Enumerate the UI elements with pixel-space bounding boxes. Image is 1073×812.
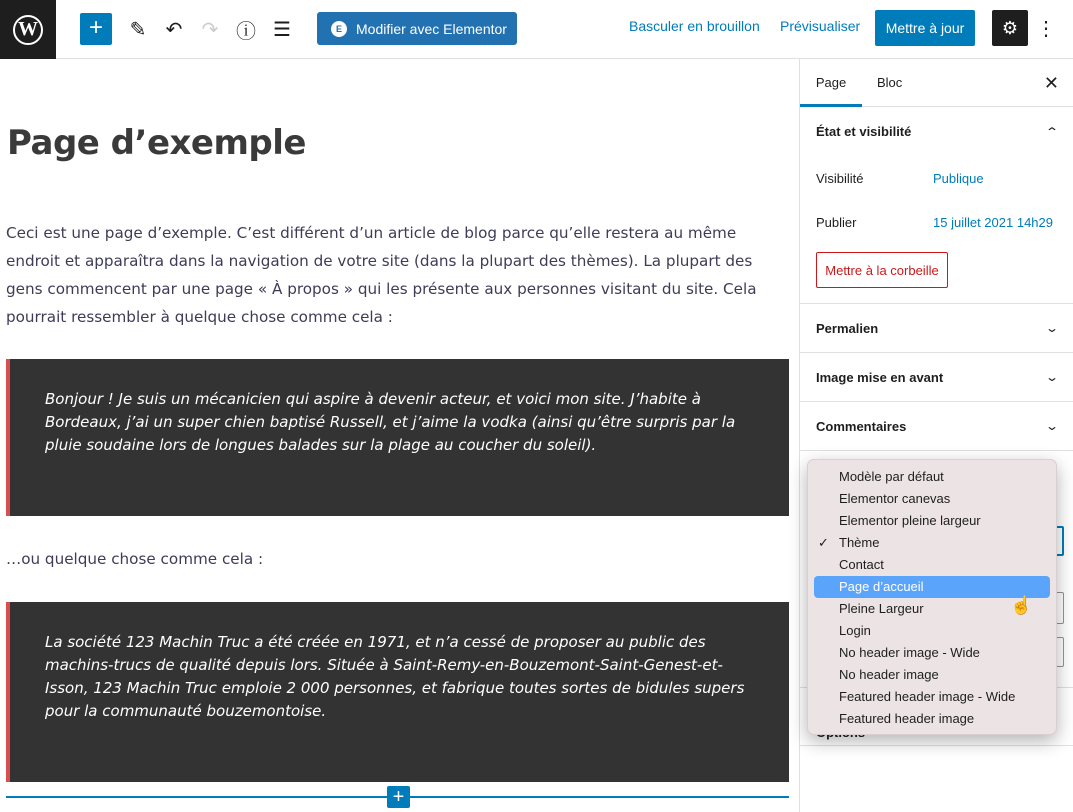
status-visibility-toggle[interactable]	[800, 107, 1073, 156]
more-options-button[interactable]	[1036, 14, 1056, 44]
template-option-no-header[interactable]: No header image	[839, 667, 939, 682]
panel-title: État et visibilité	[816, 124, 912, 139]
checkmark-icon: ✓	[818, 535, 829, 550]
panel-title: Permalien	[816, 320, 879, 336]
chevron-down-icon: ⌄	[1044, 370, 1060, 384]
edit-with-elementor-button[interactable]	[317, 12, 517, 45]
template-option-elementor-full-width[interactable]: Elementor pleine largeur	[839, 513, 981, 528]
pencil-icon: ✎	[129, 18, 147, 41]
editor-canvas	[0, 59, 799, 812]
list-view-button[interactable]	[268, 14, 296, 44]
template-option-no-header-wide[interactable]: No header image - Wide	[839, 645, 980, 660]
page-title[interactable]: Page d’exemple	[7, 123, 306, 163]
template-option-contact[interactable]: Contact	[839, 557, 884, 572]
chevron-down-icon: ⌄	[1044, 321, 1060, 335]
vertical-ellipsis-icon: ⋮	[1036, 18, 1056, 40]
featured-image-panel-toggle[interactable]	[800, 353, 1073, 402]
template-option-featured-header[interactable]: Featured header image	[839, 711, 975, 726]
hand-pointer-cursor-icon: ☝	[1010, 595, 1033, 615]
gear-icon: ⚙	[1001, 17, 1019, 38]
template-option-full-width[interactable]: Pleine Largeur	[839, 601, 924, 616]
redo-icon: ↷	[201, 18, 219, 41]
template-option-homepage-highlighted[interactable]: Page d’accueil	[814, 576, 1050, 598]
visibility-label: Visibilité	[816, 171, 864, 186]
move-to-trash-button[interactable]: Mettre à la corbeille	[816, 252, 948, 288]
undo-icon: ↶	[165, 18, 183, 41]
intro-paragraph[interactable]: Ceci est une page d’exemple. C’est différent d’un article de blog parce qu’elle restera au même endroit et apparaîtra dans la navigation de votre site (dans la plupart des thèmes). La plupart des gens commencent par une page « À propos » qui les présente aux personnes visitant du site. Cela pourrait ressembler à quelque chose comme cela :	[6, 224, 757, 326]
list-view-icon: ☰	[273, 18, 291, 41]
tab-block[interactable]: Bloc	[877, 75, 903, 90]
elementor-button-label: Modifier avec Elementor	[356, 20, 507, 37]
template-option-featured-header-wide[interactable]: Featured header image - Wide	[839, 689, 1016, 704]
wordpress-icon: W	[13, 15, 43, 45]
preview-button[interactable]: Prévisualiser	[780, 18, 861, 34]
comments-panel-toggle[interactable]	[800, 402, 1073, 451]
switch-to-draft-button[interactable]: Basculer en brouillon	[629, 18, 760, 34]
editor-toolbar	[0, 0, 1073, 59]
chevron-up-icon: ⌃	[1044, 124, 1060, 139]
middle-paragraph[interactable]: …ou quelque chose comme cela :	[6, 550, 264, 568]
wordpress-logo-button[interactable]	[0, 0, 56, 59]
chevron-down-icon: ⌄	[1044, 419, 1060, 433]
inline-inserter-button[interactable]: +	[387, 786, 410, 808]
redo-button[interactable]	[196, 14, 224, 44]
info-icon: ⓘ	[236, 20, 256, 43]
panel-title: Commentaires	[816, 418, 907, 434]
visibility-value-link[interactable]: Publique	[933, 171, 984, 186]
settings-button[interactable]	[992, 10, 1028, 46]
publish-label: Publier	[816, 215, 857, 230]
permalink-panel-toggle[interactable]	[800, 304, 1073, 353]
quote-text-1: Bonjour ! Je suis un mécanicien qui aspire à devenir acteur, et voici mon site. J’habite à Bordeaux, j’ai un super chien baptisé Russell, et j’aime la vodka (ainsi qu’être surpris par la pluie soudaine lors de longues balades sur la plage au coucher du soleil).	[45, 390, 736, 454]
tab-page[interactable]: Page	[800, 59, 862, 107]
elementor-icon: E	[331, 21, 347, 37]
sidebar-tabs	[800, 59, 1073, 107]
panel-divider	[800, 745, 1073, 746]
publish-date-link[interactable]: 15 juillet 2021 14h29	[933, 215, 1053, 230]
quote-block-2[interactable]	[6, 602, 789, 782]
template-option-login[interactable]: Login	[839, 623, 871, 638]
undo-button[interactable]	[160, 14, 188, 44]
close-icon: ✕	[1043, 73, 1059, 93]
template-option-default[interactable]: Modèle par défaut	[839, 469, 944, 484]
close-sidebar-button[interactable]	[1044, 73, 1059, 94]
template-option-theme-selected[interactable]: ✓ Thème	[814, 532, 1050, 554]
quote-block-1[interactable]	[6, 359, 789, 516]
add-block-button[interactable]: +	[80, 13, 112, 45]
panel-title: Image mise en avant	[816, 369, 944, 385]
update-button[interactable]: Mettre à jour	[875, 10, 975, 46]
edit-tools-button[interactable]	[124, 14, 152, 44]
details-button[interactable]	[232, 14, 260, 44]
status-visibility-panel	[800, 107, 1073, 304]
template-option-elementor-canvas[interactable]: Elementor canevas	[839, 491, 951, 506]
quote-text-2: La société 123 Machin Truc a été créée en 1971, et n’a cessé de proposer au public des machins-trucs de qualité depuis lors. Située à Saint-Remy-en-Bouzemont-Saint-Genest-et-Isson, 123 Machin Truc emploie 2 000 personnes, et fabrique toutes sortes de bidules supers pour la communauté bouzemontoise.	[45, 633, 745, 720]
